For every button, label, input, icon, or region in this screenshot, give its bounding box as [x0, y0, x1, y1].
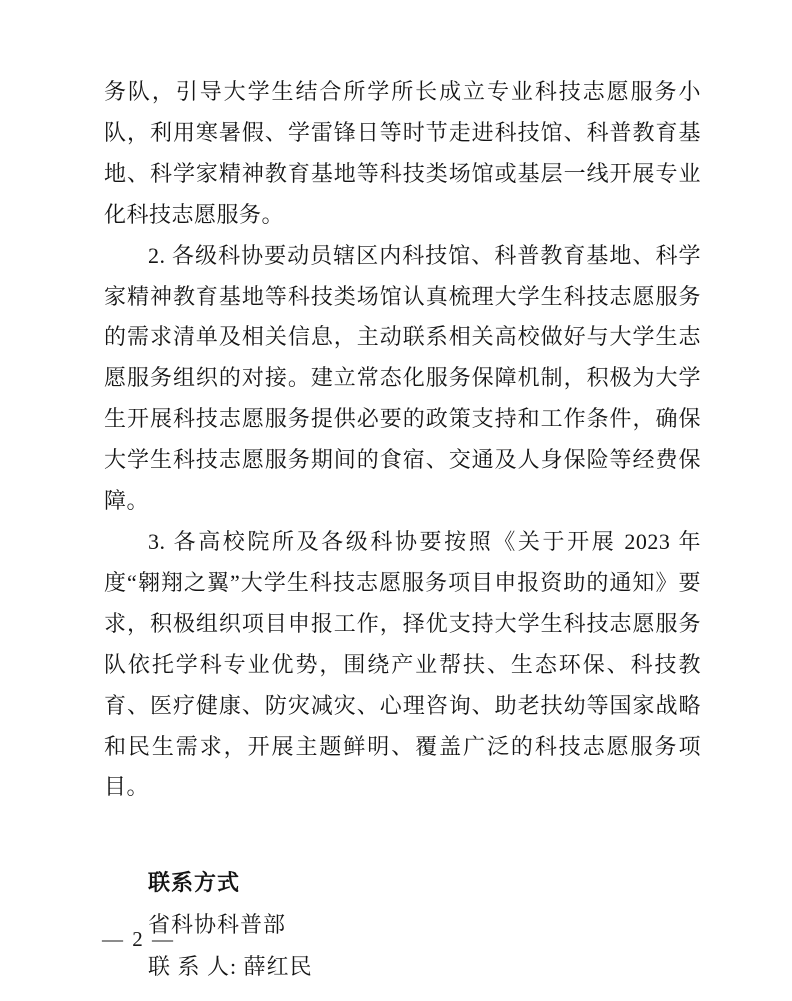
paragraph-continuation: 务队，引导大学生结合所学所长成立专业科技志愿服务小队，利用寒暑假、学雷锋日等时节走进科技馆、科普教育基地、科学家精神教育基地等科技类场馆或基层一线开展专业化科技志愿服务。: [104, 79, 701, 227]
page-number: — 2 —: [102, 927, 175, 951]
contact-section-heading: 联系方式: [148, 870, 241, 896]
paragraph-item-2: 2. 各级科协要动员辖区内科技馆、科普教育基地、科学家精神教育基地等科技类场馆认真梳理大学生科技志愿服务的需求清单及相关信息，主动联系相关高校做好与大学生志愿服务组织的对接。建立常态化服务保障机制，积极为大学生开展科技志愿服务提供必要的政策支持和工作条件，确保大学生科技志愿服务期间的食宿、交通及人身保险等经费保障。: [104, 242, 701, 514]
paragraph-item-3: 3. 各高校院所及各级科协要按照《关于开展 2023 年度“翱翔之翼”大学生科技志愿服务项目申报资助的通知》要求，积极组织项目申报工作，择优支持大学生科技志愿服务队依托学科专业优势，围绕产业帮扶、生态环保、科技教育、医疗健康、防灾减灾、心理咨询、助老扶幼等国家战略和民生需求，开展主题鲜明、覆盖广泛的科技志愿服务项目。: [104, 528, 701, 800]
contact-person: 联 系 人: 薛红民: [148, 954, 313, 980]
contact-department: 省科协科普部: [148, 912, 287, 938]
document-body: [104, 72, 701, 988]
